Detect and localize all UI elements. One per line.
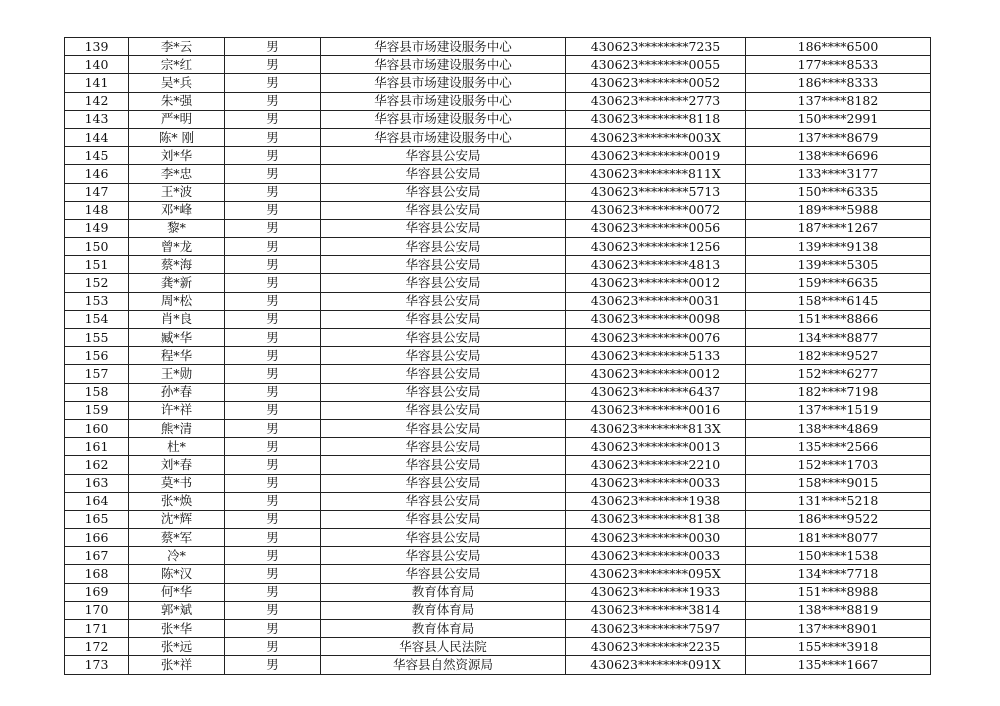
gender-cell: 男 <box>225 492 321 510</box>
employer-cell: 华容县市场建设服务中心 <box>321 110 566 128</box>
phone-cell: 182****7198 <box>746 383 931 401</box>
phone-cell: 159****6635 <box>746 274 931 292</box>
gender-cell: 男 <box>225 274 321 292</box>
employer-cell: 华容县公安局 <box>321 165 566 183</box>
table-row <box>65 565 931 583</box>
phone-cell: 152****6277 <box>746 365 931 383</box>
phone-cell: 150****6335 <box>746 183 931 201</box>
table-row <box>65 183 931 201</box>
employer-cell: 华容县公安局 <box>321 565 566 583</box>
name-cell: 熊*清 <box>129 419 225 437</box>
employer-cell: 华容县公安局 <box>321 547 566 565</box>
id-number-cell: 430623********0016 <box>566 401 746 419</box>
gender-cell: 男 <box>225 365 321 383</box>
table-row <box>65 165 931 183</box>
id-number-cell: 430623********0012 <box>566 274 746 292</box>
employer-cell: 华容县公安局 <box>321 510 566 528</box>
employer-cell: 华容县公安局 <box>321 292 566 310</box>
name-cell: 周*松 <box>129 292 225 310</box>
employer-cell: 华容县人民法院 <box>321 638 566 656</box>
phone-cell: 186****6500 <box>746 38 931 56</box>
name-cell: 刘*春 <box>129 456 225 474</box>
table-row <box>65 128 931 146</box>
phone-cell: 139****9138 <box>746 238 931 256</box>
employer-cell: 华容县公安局 <box>321 329 566 347</box>
employer-cell: 华容县公安局 <box>321 147 566 165</box>
id-number-cell: 430623********8118 <box>566 110 746 128</box>
phone-cell: 182****9527 <box>746 347 931 365</box>
phone-cell: 152****1703 <box>746 456 931 474</box>
serial-cell: 162 <box>65 456 129 474</box>
serial-cell: 159 <box>65 401 129 419</box>
table-row <box>65 274 931 292</box>
serial-cell: 150 <box>65 238 129 256</box>
gender-cell: 男 <box>225 383 321 401</box>
table-row <box>65 238 931 256</box>
id-number-cell: 430623********4813 <box>566 256 746 274</box>
id-number-cell: 430623********8138 <box>566 510 746 528</box>
name-cell: 张*焕 <box>129 492 225 510</box>
id-number-cell: 430623********0012 <box>566 365 746 383</box>
employer-cell: 教育体育局 <box>321 601 566 619</box>
phone-cell: 158****9015 <box>746 474 931 492</box>
gender-cell: 男 <box>225 401 321 419</box>
phone-cell: 137****1519 <box>746 401 931 419</box>
name-cell: 莫*书 <box>129 474 225 492</box>
serial-cell: 161 <box>65 438 129 456</box>
table-row <box>65 401 931 419</box>
serial-cell: 167 <box>65 547 129 565</box>
gender-cell: 男 <box>225 219 321 237</box>
id-number-cell: 430623********7235 <box>566 38 746 56</box>
table-row <box>65 365 931 383</box>
name-cell: 李*云 <box>129 38 225 56</box>
id-number-cell: 430623********003X <box>566 128 746 146</box>
phone-cell: 155****3918 <box>746 638 931 656</box>
id-number-cell: 430623********1933 <box>566 583 746 601</box>
phone-cell: 186****8333 <box>746 74 931 92</box>
name-cell: 郭*斌 <box>129 601 225 619</box>
gender-cell: 男 <box>225 347 321 365</box>
name-cell: 陈* 刚 <box>129 128 225 146</box>
employer-cell: 华容县公安局 <box>321 419 566 437</box>
name-cell: 孙*春 <box>129 383 225 401</box>
serial-cell: 144 <box>65 128 129 146</box>
gender-cell: 男 <box>225 565 321 583</box>
serial-cell: 164 <box>65 492 129 510</box>
name-cell: 吴*兵 <box>129 74 225 92</box>
employer-cell: 华容县市场建设服务中心 <box>321 92 566 110</box>
employer-cell: 华容县市场建设服务中心 <box>321 74 566 92</box>
id-number-cell: 430623********3814 <box>566 601 746 619</box>
name-cell: 许*祥 <box>129 401 225 419</box>
employer-cell: 教育体育局 <box>321 583 566 601</box>
employer-cell: 华容县公安局 <box>321 529 566 547</box>
name-cell: 李*忠 <box>129 165 225 183</box>
name-cell: 宗*红 <box>129 56 225 74</box>
employer-cell: 华容县公安局 <box>321 183 566 201</box>
name-cell: 张*远 <box>129 638 225 656</box>
employer-cell: 华容县公安局 <box>321 383 566 401</box>
table-row <box>65 347 931 365</box>
employer-cell: 华容县自然资源局 <box>321 656 566 674</box>
table-row <box>65 383 931 401</box>
phone-cell: 135****1667 <box>746 656 931 674</box>
serial-cell: 169 <box>65 583 129 601</box>
gender-cell: 男 <box>225 165 321 183</box>
employer-cell: 华容县公安局 <box>321 238 566 256</box>
serial-cell: 156 <box>65 347 129 365</box>
gender-cell: 男 <box>225 128 321 146</box>
phone-cell: 158****6145 <box>746 292 931 310</box>
gender-cell: 男 <box>225 620 321 638</box>
employer-cell: 华容县公安局 <box>321 456 566 474</box>
serial-cell: 143 <box>65 110 129 128</box>
id-number-cell: 430623********0033 <box>566 547 746 565</box>
id-number-cell: 430623********0013 <box>566 438 746 456</box>
phone-cell: 135****2566 <box>746 438 931 456</box>
id-number-cell: 430623********2210 <box>566 456 746 474</box>
serial-cell: 160 <box>65 419 129 437</box>
name-cell: 张*祥 <box>129 656 225 674</box>
gender-cell: 男 <box>225 510 321 528</box>
name-cell: 肖*良 <box>129 310 225 328</box>
table-row <box>65 620 931 638</box>
serial-cell: 157 <box>65 365 129 383</box>
table-row <box>65 456 931 474</box>
phone-cell: 187****1267 <box>746 219 931 237</box>
gender-cell: 男 <box>225 256 321 274</box>
name-cell: 程*华 <box>129 347 225 365</box>
id-number-cell: 430623********6437 <box>566 383 746 401</box>
name-cell: 刘*华 <box>129 147 225 165</box>
serial-cell: 171 <box>65 620 129 638</box>
gender-cell: 男 <box>225 38 321 56</box>
phone-cell: 138****6696 <box>746 147 931 165</box>
employer-cell: 华容县公安局 <box>321 219 566 237</box>
serial-cell: 172 <box>65 638 129 656</box>
id-number-cell: 430623********0072 <box>566 201 746 219</box>
employer-cell: 华容县市场建设服务中心 <box>321 38 566 56</box>
gender-cell: 男 <box>225 56 321 74</box>
name-cell: 杜* <box>129 438 225 456</box>
serial-cell: 145 <box>65 147 129 165</box>
gender-cell: 男 <box>225 638 321 656</box>
phone-cell: 189****5988 <box>746 201 931 219</box>
table-row <box>65 38 931 56</box>
table-row <box>65 147 931 165</box>
table-body <box>65 38 931 675</box>
table-row <box>65 56 931 74</box>
table-row <box>65 547 931 565</box>
id-number-cell: 430623********2235 <box>566 638 746 656</box>
gender-cell: 男 <box>225 329 321 347</box>
id-number-cell: 430623********0030 <box>566 529 746 547</box>
id-number-cell: 430623********1256 <box>566 238 746 256</box>
employer-cell: 华容县公安局 <box>321 201 566 219</box>
table-row <box>65 601 931 619</box>
id-number-cell: 430623********095X <box>566 565 746 583</box>
serial-cell: 141 <box>65 74 129 92</box>
table-row <box>65 110 931 128</box>
gender-cell: 男 <box>225 201 321 219</box>
gender-cell: 男 <box>225 547 321 565</box>
serial-cell: 147 <box>65 183 129 201</box>
gender-cell: 男 <box>225 419 321 437</box>
name-cell: 沈*辉 <box>129 510 225 528</box>
serial-cell: 166 <box>65 529 129 547</box>
employer-cell: 华容县公安局 <box>321 310 566 328</box>
serial-cell: 153 <box>65 292 129 310</box>
phone-cell: 134****7718 <box>746 565 931 583</box>
phone-cell: 137****8901 <box>746 620 931 638</box>
phone-cell: 151****8988 <box>746 583 931 601</box>
name-cell: 蔡*海 <box>129 256 225 274</box>
table-row <box>65 201 931 219</box>
id-number-cell: 430623********811X <box>566 165 746 183</box>
employer-cell: 华容县公安局 <box>321 401 566 419</box>
name-cell: 黎* <box>129 219 225 237</box>
table-row <box>65 438 931 456</box>
employer-cell: 华容县市场建设服务中心 <box>321 128 566 146</box>
phone-cell: 133****3177 <box>746 165 931 183</box>
table-row <box>65 419 931 437</box>
gender-cell: 男 <box>225 583 321 601</box>
name-cell: 何*华 <box>129 583 225 601</box>
serial-cell: 139 <box>65 38 129 56</box>
id-number-cell: 430623********5713 <box>566 183 746 201</box>
phone-cell: 150****2991 <box>746 110 931 128</box>
table-row <box>65 656 931 674</box>
name-cell: 臧*华 <box>129 329 225 347</box>
id-number-cell: 430623********7597 <box>566 620 746 638</box>
gender-cell: 男 <box>225 456 321 474</box>
phone-cell: 131****5218 <box>746 492 931 510</box>
serial-cell: 140 <box>65 56 129 74</box>
id-number-cell: 430623********0052 <box>566 74 746 92</box>
serial-cell: 165 <box>65 510 129 528</box>
table-row <box>65 510 931 528</box>
serial-cell: 154 <box>65 310 129 328</box>
gender-cell: 男 <box>225 656 321 674</box>
gender-cell: 男 <box>225 147 321 165</box>
name-cell: 曾*龙 <box>129 238 225 256</box>
serial-cell: 152 <box>65 274 129 292</box>
name-cell: 邓*峰 <box>129 201 225 219</box>
serial-cell: 146 <box>65 165 129 183</box>
serial-cell: 173 <box>65 656 129 674</box>
table-row <box>65 219 931 237</box>
serial-cell: 142 <box>65 92 129 110</box>
serial-cell: 151 <box>65 256 129 274</box>
table-row <box>65 529 931 547</box>
name-cell: 王*勋 <box>129 365 225 383</box>
phone-cell: 186****9522 <box>746 510 931 528</box>
id-number-cell: 430623********2773 <box>566 92 746 110</box>
table-row <box>65 329 931 347</box>
serial-cell: 149 <box>65 219 129 237</box>
employer-cell: 教育体育局 <box>321 620 566 638</box>
id-number-cell: 430623********813X <box>566 419 746 437</box>
serial-cell: 163 <box>65 474 129 492</box>
id-number-cell: 430623********0055 <box>566 56 746 74</box>
name-cell: 严*明 <box>129 110 225 128</box>
table-row <box>65 583 931 601</box>
table-row <box>65 74 931 92</box>
serial-cell: 168 <box>65 565 129 583</box>
employer-cell: 华容县公安局 <box>321 347 566 365</box>
table-row <box>65 310 931 328</box>
employer-cell: 华容县公安局 <box>321 256 566 274</box>
name-cell: 王*波 <box>129 183 225 201</box>
phone-cell: 138****4869 <box>746 419 931 437</box>
name-cell: 蔡*军 <box>129 529 225 547</box>
personnel-table <box>64 37 931 675</box>
gender-cell: 男 <box>225 438 321 456</box>
gender-cell: 男 <box>225 74 321 92</box>
phone-cell: 139****5305 <box>746 256 931 274</box>
id-number-cell: 430623********091X <box>566 656 746 674</box>
table-row <box>65 474 931 492</box>
phone-cell: 181****8077 <box>746 529 931 547</box>
name-cell: 冷* <box>129 547 225 565</box>
employer-cell: 华容县公安局 <box>321 365 566 383</box>
phone-cell: 138****8819 <box>746 601 931 619</box>
serial-cell: 158 <box>65 383 129 401</box>
id-number-cell: 430623********0033 <box>566 474 746 492</box>
gender-cell: 男 <box>225 238 321 256</box>
employer-cell: 华容县公安局 <box>321 274 566 292</box>
id-number-cell: 430623********1938 <box>566 492 746 510</box>
employer-cell: 华容县公安局 <box>321 492 566 510</box>
serial-cell: 155 <box>65 329 129 347</box>
serial-cell: 148 <box>65 201 129 219</box>
id-number-cell: 430623********0031 <box>566 292 746 310</box>
phone-cell: 151****8866 <box>746 310 931 328</box>
gender-cell: 男 <box>225 183 321 201</box>
gender-cell: 男 <box>225 110 321 128</box>
id-number-cell: 430623********0098 <box>566 310 746 328</box>
table-row <box>65 638 931 656</box>
name-cell: 张*华 <box>129 620 225 638</box>
id-number-cell: 430623********0019 <box>566 147 746 165</box>
name-cell: 龚*新 <box>129 274 225 292</box>
phone-cell: 177****8533 <box>746 56 931 74</box>
employer-cell: 华容县公安局 <box>321 474 566 492</box>
id-number-cell: 430623********0056 <box>566 219 746 237</box>
name-cell: 朱*强 <box>129 92 225 110</box>
serial-cell: 170 <box>65 601 129 619</box>
table-row <box>65 92 931 110</box>
gender-cell: 男 <box>225 601 321 619</box>
employer-cell: 华容县市场建设服务中心 <box>321 56 566 74</box>
gender-cell: 男 <box>225 92 321 110</box>
phone-cell: 137****8182 <box>746 92 931 110</box>
gender-cell: 男 <box>225 474 321 492</box>
gender-cell: 男 <box>225 292 321 310</box>
gender-cell: 男 <box>225 310 321 328</box>
phone-cell: 134****8877 <box>746 329 931 347</box>
table-row <box>65 292 931 310</box>
phone-cell: 137****8679 <box>746 128 931 146</box>
table-row <box>65 256 931 274</box>
employer-cell: 华容县公安局 <box>321 438 566 456</box>
gender-cell: 男 <box>225 529 321 547</box>
table-row <box>65 492 931 510</box>
phone-cell: 150****1538 <box>746 547 931 565</box>
id-number-cell: 430623********0076 <box>566 329 746 347</box>
id-number-cell: 430623********5133 <box>566 347 746 365</box>
name-cell: 陈*汉 <box>129 565 225 583</box>
